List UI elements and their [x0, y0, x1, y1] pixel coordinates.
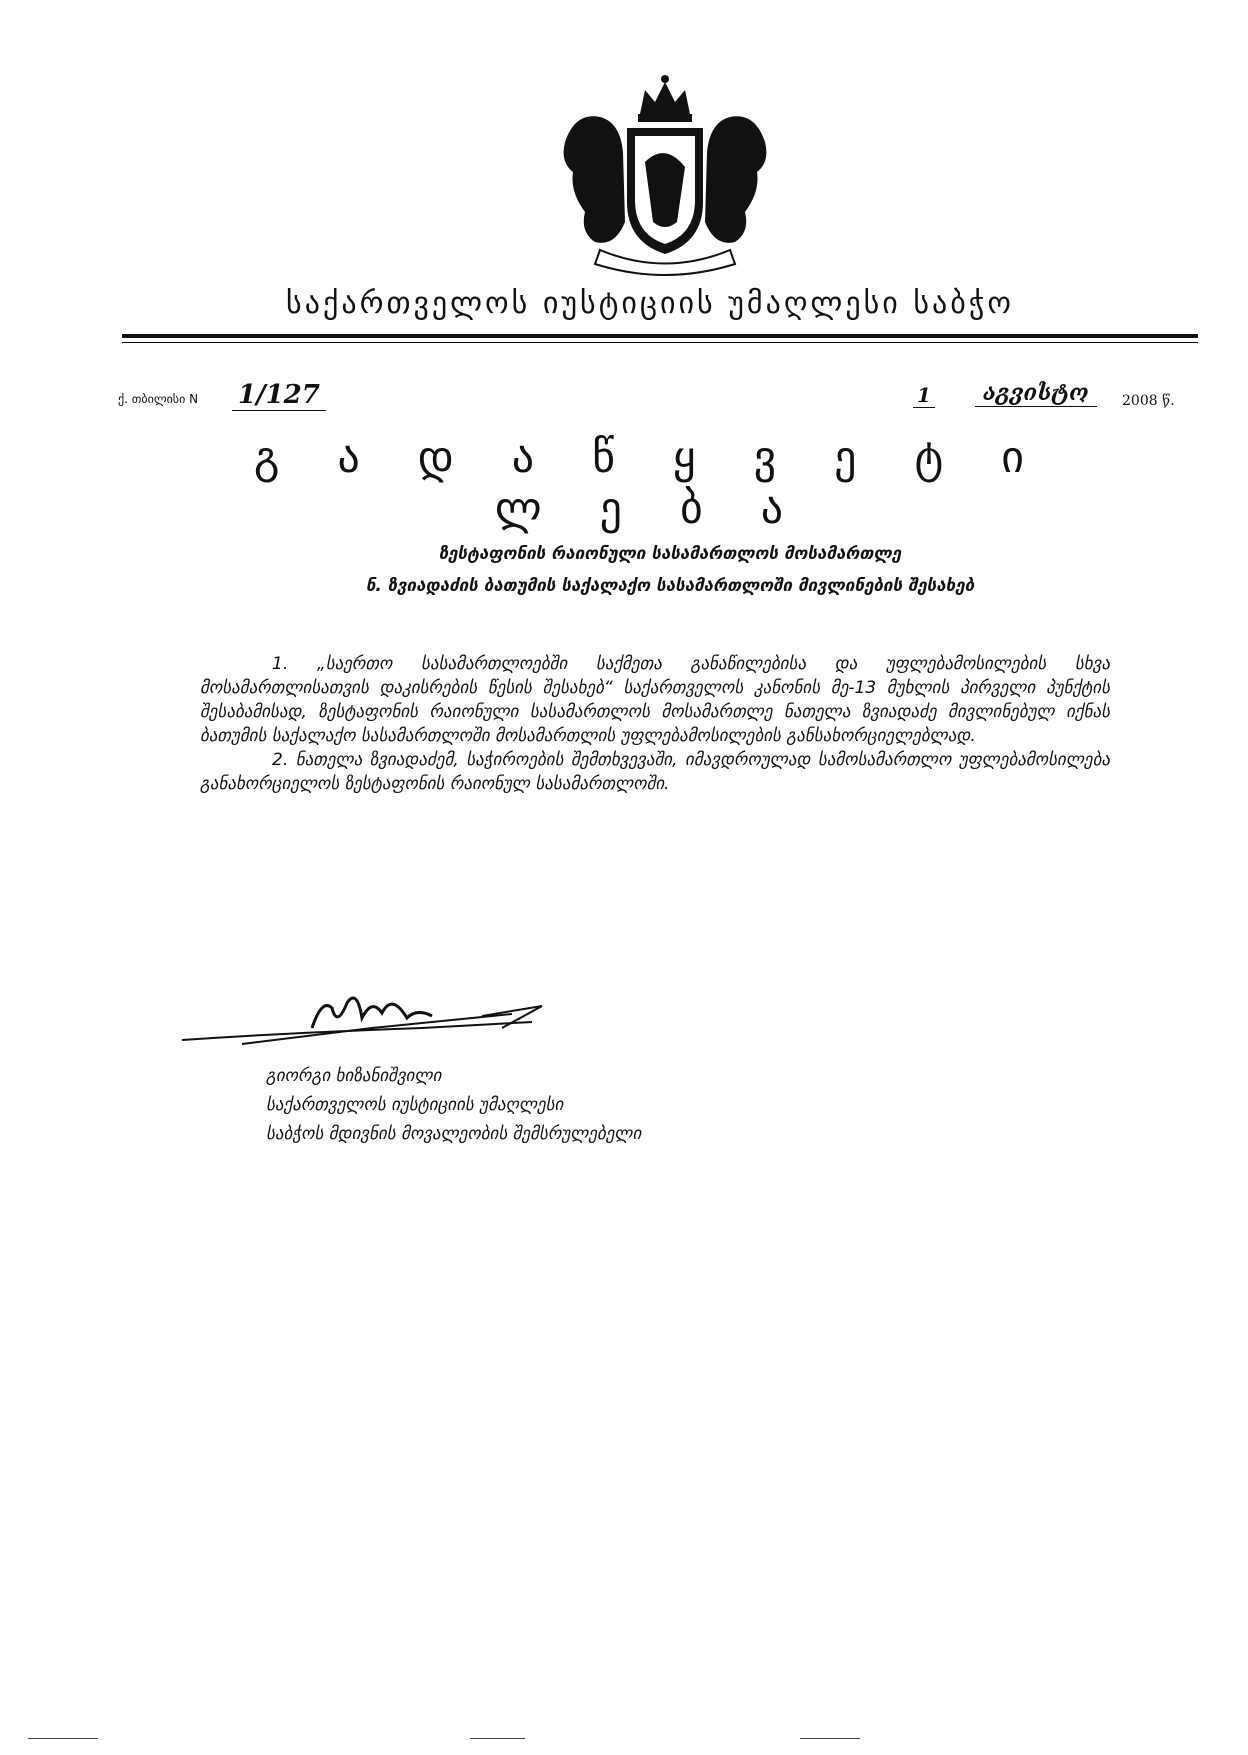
footer-mark-left	[28, 1738, 98, 1739]
header-rule-thin	[122, 342, 1198, 343]
paragraph-2: 2. ნათელა ზვიადაძემ, საჭიროების შემთხვევაში, იმავდროულად სამოსამართლო უფლებამოსილება განახორციელოს ზესტაფონის რაიონულ სასამართლოში.	[200, 750, 1110, 794]
footer-mark-right	[800, 1738, 860, 1739]
date-day: 1	[913, 383, 935, 408]
organization-title: საქართველოს იუსტიციის უმაღლესი საბჭო	[286, 286, 1014, 321]
crown-icon	[638, 75, 692, 122]
header-rule-thick	[122, 334, 1198, 338]
footer-mark-center	[470, 1738, 525, 1739]
paragraph-1: 1. „საერთო სასამართლოებში საქმეთა განაწილებისა და უფლებამოსილების სხვა მოსამართლისათვის დაკისრების წესის შესახებ“ საქართველოს კანონის მე-13 მუხლის პირველი პუნქტის შესაბამისად, ზესტაფონის რაიონული სასამართლოს მოსამართლე ნათელა ზვიადაძე მივლინებულ იქნას ბათუმის საქალაქო სასამართლოში მოსამართლის უფლებამოსილების განსახორციელებლად.	[200, 654, 1110, 746]
document-subject	[240, 538, 1100, 602]
left-lion-icon	[564, 116, 625, 243]
signer-title-line-2: საბჭოს მდივნის მოვალეობის შემსრულებელი	[266, 1124, 642, 1144]
subject-line-1: ზესტაფონის რაიონული სასამართლოს მოსამართლე	[438, 544, 902, 564]
date-year: 2008 წ.	[1122, 393, 1175, 409]
document-type-heading: გ ა დ ა წ ყ ვ ე ტ ი ლ ე ბ ა	[253, 432, 1047, 534]
signer-title-line-1: საქართველოს იუსტიციის უმაღლესი	[266, 1095, 564, 1115]
signer-name: გიორგი ხიზანიშვილი	[266, 1066, 442, 1086]
right-lion-icon	[705, 116, 766, 243]
coat-of-arms-emblem	[545, 72, 785, 282]
signature-block	[266, 1062, 641, 1149]
document-body	[200, 652, 1110, 796]
registration-label: ქ. თბილისი N	[118, 392, 199, 406]
registration-number: 1/127	[232, 380, 326, 411]
date-month: აგვისტო	[975, 380, 1097, 407]
subject-line-2: ნ. ზვიადაძის ბათუმის საქალაქო სასამართლოში მივლინების შესახებ	[365, 576, 975, 596]
